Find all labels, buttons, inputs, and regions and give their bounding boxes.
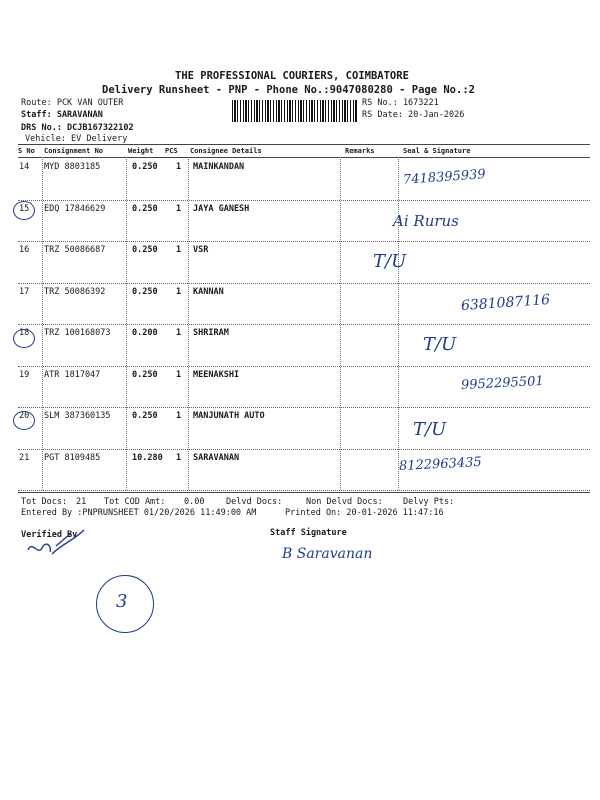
row-weight: 0.250 bbox=[132, 245, 158, 255]
row-pcs: 1 bbox=[176, 204, 182, 214]
row-divider bbox=[18, 200, 590, 201]
row-consignment-no: EDQ 17846629 bbox=[44, 204, 106, 214]
col-pcs: PCS bbox=[165, 147, 178, 155]
row-consignee: MAINKANDAN bbox=[193, 162, 245, 172]
row-sno: 15 bbox=[19, 204, 30, 214]
delvy-pts-label: Delvy Pts: bbox=[403, 497, 455, 507]
row-consignee: SHRIRAM bbox=[193, 328, 229, 338]
row-pcs: 1 bbox=[176, 328, 182, 338]
row-weight: 10.280 bbox=[132, 453, 163, 463]
delvd-docs-label: Delvd Docs: bbox=[226, 497, 283, 507]
row-consignment-no: ATR 1817047 bbox=[44, 370, 101, 380]
page-mark-number: 3 bbox=[116, 591, 128, 612]
entered-by: Entered By :PNPRUNSHEET 01/20/2026 11:49:00 AM bbox=[21, 508, 257, 518]
row-consignment-no: TRZ 50086687 bbox=[44, 245, 106, 255]
tot-cod-value: 0.00 bbox=[184, 497, 205, 507]
row-sno: 20 bbox=[19, 411, 30, 421]
row-consignment-no: MYD 8803185 bbox=[44, 162, 101, 172]
row-weight: 0.250 bbox=[132, 370, 158, 380]
row-consignment-no: TRZ 100168073 bbox=[44, 328, 111, 338]
row-divider bbox=[18, 283, 590, 284]
row-consignment-no: TRZ 50086392 bbox=[44, 287, 106, 297]
runsheet-subtitle: Delivery Runsheet - PNP - Phone No.:9047080280 - Page No.:2 bbox=[102, 84, 475, 96]
route-label: Route: PCK VAN OUTER bbox=[21, 98, 124, 108]
row-sno: 18 bbox=[19, 328, 30, 338]
row-consignee: SARAVANAN bbox=[193, 453, 240, 463]
tot-docs-value: 21 bbox=[76, 497, 87, 507]
drs-number: DRS No.: DCJB167322102 bbox=[21, 123, 134, 133]
row-sno: 21 bbox=[19, 453, 30, 463]
row-weight: 0.200 bbox=[132, 328, 158, 338]
row-handwritten-signature: 9952295501 bbox=[460, 373, 545, 394]
col-remarks: Remarks bbox=[345, 147, 375, 155]
row-consignment-no: PGT 8109485 bbox=[44, 453, 101, 463]
row-sno: 19 bbox=[19, 370, 30, 380]
col-consignee: Consignee Details bbox=[190, 147, 262, 155]
staff-label: Staff: SARAVANAN bbox=[21, 110, 103, 120]
staff-signature-hand: B Saravanan bbox=[282, 546, 373, 562]
row-handwritten-signature: 7418395939 bbox=[402, 167, 487, 188]
row-divider bbox=[18, 366, 590, 367]
tot-docs-label: Tot Docs: bbox=[21, 497, 68, 507]
row-weight: 0.250 bbox=[132, 287, 158, 297]
row-handwritten-signature: T/U bbox=[413, 419, 447, 440]
row-20-circle-mark bbox=[13, 411, 35, 430]
verifier-signature bbox=[22, 526, 92, 558]
row-sno: 14 bbox=[19, 162, 30, 172]
tot-cod-label: Tot COD Amt: bbox=[104, 497, 166, 507]
row-pcs: 1 bbox=[176, 287, 182, 297]
row-handwritten-signature: T/U bbox=[423, 334, 457, 355]
row-handwritten-signature: 8122963435 bbox=[398, 454, 483, 475]
row-pcs: 1 bbox=[176, 370, 182, 380]
row-handwritten-signature: T/U bbox=[373, 251, 407, 272]
row-consignee: MANJUNATH AUTO bbox=[193, 411, 265, 421]
row-handwritten-signature: Ai Rurus bbox=[393, 212, 459, 230]
row-handwritten-signature: 6381087116 bbox=[460, 291, 551, 315]
row-sno: 17 bbox=[19, 287, 30, 297]
row-pcs: 1 bbox=[176, 162, 182, 172]
row-weight: 0.250 bbox=[132, 204, 158, 214]
row-divider bbox=[18, 490, 590, 491]
col-consignment: Consignment No bbox=[44, 147, 104, 155]
row-pcs: 1 bbox=[176, 453, 182, 463]
row-divider bbox=[18, 407, 590, 408]
col-weight: Weight bbox=[128, 147, 154, 155]
row-sno: 16 bbox=[19, 245, 30, 255]
row-divider bbox=[18, 241, 590, 242]
row-consignee: MEENAKSHI bbox=[193, 370, 240, 380]
barcode bbox=[232, 100, 358, 122]
company-title: THE PROFESSIONAL COURIERS, COIMBATORE bbox=[175, 70, 409, 82]
vehicle-label: Vehicle: EV Delivery bbox=[25, 134, 128, 144]
rs-date: RS Date: 20-Jan-2026 bbox=[362, 110, 465, 120]
row-consignee: JAYA GANESH bbox=[193, 204, 250, 214]
row-weight: 0.250 bbox=[132, 162, 158, 172]
row-15-circle-mark bbox=[13, 201, 35, 220]
row-consignment-no: SLM 387360135 bbox=[44, 411, 111, 421]
staff-signature-label: Staff Signature bbox=[270, 528, 347, 538]
col-seal-signature: Seal & Signature bbox=[403, 147, 471, 155]
non-delvd-docs-label: Non Delvd Docs: bbox=[306, 497, 383, 507]
row-divider bbox=[18, 449, 590, 450]
printed-on: Printed On: 20-01-2026 11:47:16 bbox=[285, 508, 444, 518]
row-pcs: 1 bbox=[176, 245, 182, 255]
row-18-circle-mark bbox=[13, 329, 35, 348]
rs-number: RS No.: 1673221 bbox=[362, 98, 439, 108]
row-pcs: 1 bbox=[176, 411, 182, 421]
row-weight: 0.250 bbox=[132, 411, 158, 421]
col-sno: S No bbox=[18, 147, 35, 155]
row-divider bbox=[18, 324, 590, 325]
verified-by-label: Verified By bbox=[21, 530, 78, 540]
row-consignee: KANNAN bbox=[193, 287, 224, 297]
row-consignee: VSR bbox=[193, 245, 209, 255]
